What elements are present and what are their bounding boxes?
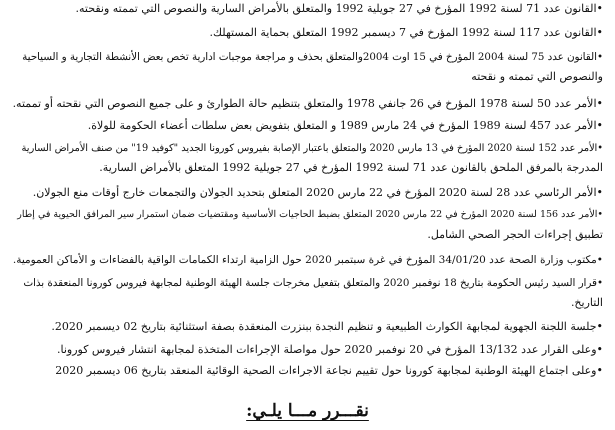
clause-line-6: •الأمر عدد 457 لسنة 1989 المؤرخ في 24 مارس 1989 و المتعلق بتفويض بعض سلطات أعضاء الحكومة للولاة. (87, 119, 603, 132)
clause-line-10: •الأمر عدد 156 لسنة 2020 المؤرخ في 22 مارس 2020 المتعلق بضبط الحاجيات الأساسية ومقتضيات ضمان استمرار سير المرافق الحيوية في إطار (17, 209, 603, 220)
clause-line-9: •الأمر الرئاسي عدد 28 لسنة 2020 المؤرخ في 22 مارس 2020 المتعلق بتحديد الجولان والتجمعات خارج أوقات منع الجولان. (32, 186, 603, 199)
clause-line-4: والنصوص التي تممته و نقحته (471, 70, 603, 83)
clause-line-8: المدرجة بالمرفق الملحق بالقانون عدد 71 لسنة 1992 المؤرخ في 27 جويلية 1992 المتعلق بالأمراض السارية. (99, 161, 603, 174)
clause-line-16: •وعلى القرار عدد 13/132 المؤرخ في 20 نوفمبر 2020 حول مواصلة الإجراءات المتخذة لمجابهة انتشار فيروس كورونا. (56, 343, 603, 356)
clause-line-13: •قرار السيد رئيس الحكومة بتاريخ 18 نوفمبر 2020 والمتعلق بتفعيل مخرجات جلسة الهيئة الوطنية لمجابهة فيروس كورونا المنعقدة بذات (23, 277, 603, 289)
clause-line-7: •الأمر عدد 152 لسنة 2020 المؤرخ في 13 مارس 2020 والمتعلق باعتبار الإصابة بفيروس كورونا الجديد "كوفيد 19" من صنف الأمراض السارية (21, 143, 603, 154)
clause-line-14: التاريخ. (570, 296, 603, 309)
clause-line-5: •الأمر عدد 50 لسنة 1978 المؤرخ في 26 جانفي 1978 والمتعلق بتنظيم حالة الطوارئ و على جميع النصوص التي نقحته أو تممته. (12, 97, 603, 110)
decision-heading-text: نقـــرر مـــا يلـي: (246, 401, 369, 421)
clause-line-1: •القانون عدد 71 لسنة 1992 المؤرخ في 27 جويلية 1992 والمتعلق بالأمراض السارية والنصوص التي تممته ونقحته. (75, 2, 603, 15)
clause-line-17: •وعلى اجتماع الهيئة الوطنية لمجابهة كورونا حول تقييم نجاعة الاجراءات الصحية الوقائية المنعقد بتاريخ 06 ديسمبر 2020 (55, 364, 603, 377)
clause-line-2: •القانون عدد 117 لسنة 1992 المؤرخ في 7 ديسمبر 1992 المتعلق بحماية المستهلك. (209, 26, 603, 39)
clause-line-3: •القانون عدد 75 لسنة 2004 المؤرخ في 15 اوت 2004والمتعلق بحذف و مراجعة موجبات ادارية تخص بعض الأنشطة التجارية و السياحية (22, 51, 603, 63)
clause-line-12: •مكتوب وزارة الصحة عدد 34/01/20 المؤرخ في غرة سبتمبر 2020 حول الزامية ارتداء الكمامات الواقية بالفضاءات و الأماكن العمومية. (12, 254, 603, 266)
decision-heading (0, 401, 615, 421)
clause-line-15: •جلسة اللجنة الجهوية لمجابهة الكوارث الطبيعية و تنظيم النجدة ببنزرت المنعقدة بصفة استثنائية بتاريخ 02 ديسمبر 2020. (51, 320, 603, 333)
clause-line-11: تطبيق إجراءات الحجر الصحي الشامل. (427, 228, 603, 241)
